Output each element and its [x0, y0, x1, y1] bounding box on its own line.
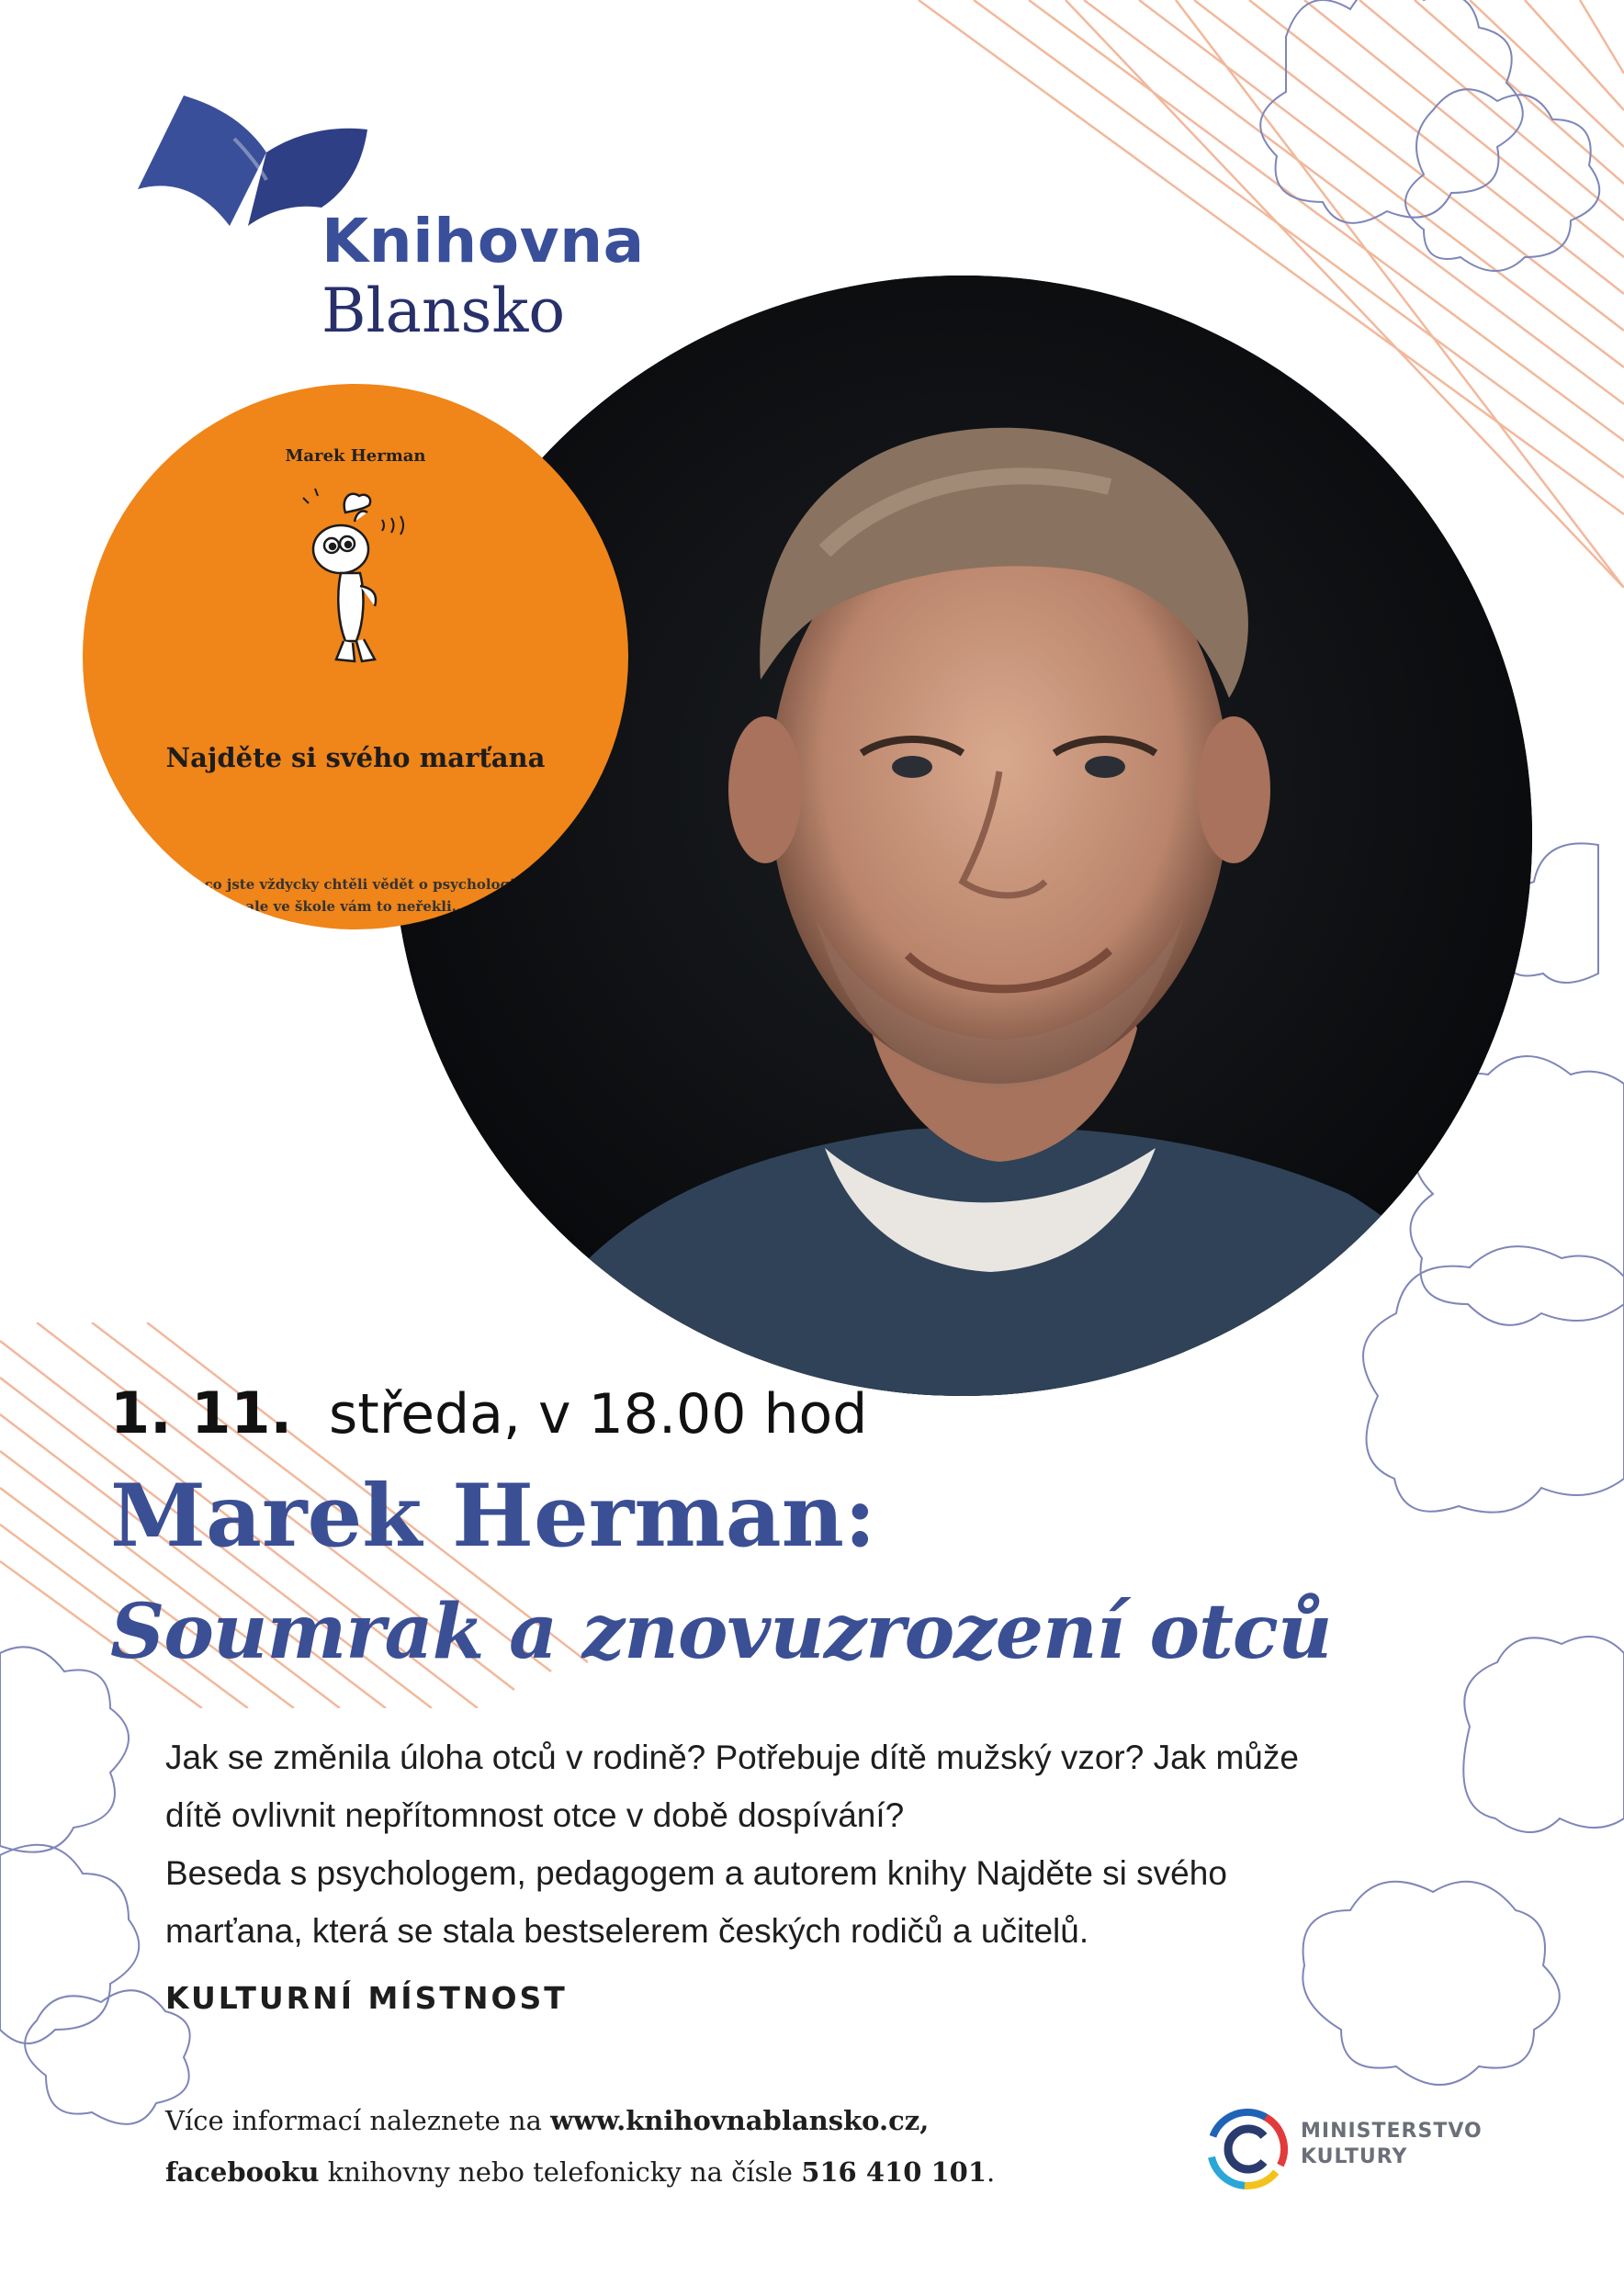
- event-description: [165, 1728, 1470, 1960]
- cartoon-martian-icon: [290, 485, 419, 678]
- sponsor-name-line2: KULTURY: [1301, 2145, 1408, 2168]
- footer-period: .: [987, 2156, 996, 2188]
- footer-text: knihovny nebo telefonicky na čísle: [319, 2156, 802, 2188]
- event-title: Marek Herman:: [110, 1466, 876, 1567]
- book-title: Najděte si svého marťana: [165, 742, 546, 773]
- footer-text: Více informací naleznete na: [165, 2105, 551, 2136]
- ministry-logo-icon: [1203, 2105, 1291, 2193]
- facebook-link[interactable]: facebooku: [165, 2156, 320, 2188]
- description-line: Beseda s psychologem, pedagogem a autorem knihy Najděte si svého: [165, 1854, 1227, 1892]
- description-line: dítě ovlivnit nepřítomnost otce v době dospívání?: [165, 1796, 905, 1834]
- author-portrait: [393, 276, 1532, 1396]
- footer-info-line2: [165, 2156, 995, 2188]
- sponsor-name-line1: MINISTERSTVO: [1301, 2120, 1483, 2143]
- event-time: středa, v 18.00 hod: [329, 1382, 868, 1446]
- logo-subtitle: Blansko: [321, 276, 566, 346]
- event-subtitle: Soumrak a znovuzrození otců: [110, 1588, 1332, 1676]
- logo-title: Knihovna: [321, 206, 645, 276]
- book-cover: [83, 384, 628, 929]
- event-date: 1. 11.: [110, 1379, 293, 1446]
- book-subtitle-line2: ale ve škole vám to neřekli…: [245, 898, 466, 915]
- book-author: Marek Herman: [285, 446, 426, 466]
- event-venue: KULTURNÍ MÍSTNOST: [165, 1980, 568, 2016]
- website-link[interactable]: www.knihovnablansko.cz,: [550, 2105, 930, 2136]
- book-subtitle-line1: … co jste vždycky chtěli vědět o psychologii,: [186, 876, 525, 893]
- description-line: marťana, která se stala bestselerem českých rodičů a učitelů.: [165, 1912, 1089, 1950]
- description-line: Jak se změnila úloha otců v rodině? Potřebuje dítě mužský vzor? Jak může: [165, 1739, 1299, 1776]
- phone-number: 516 410 101: [801, 2156, 987, 2188]
- footer-info-line1: [165, 2105, 929, 2136]
